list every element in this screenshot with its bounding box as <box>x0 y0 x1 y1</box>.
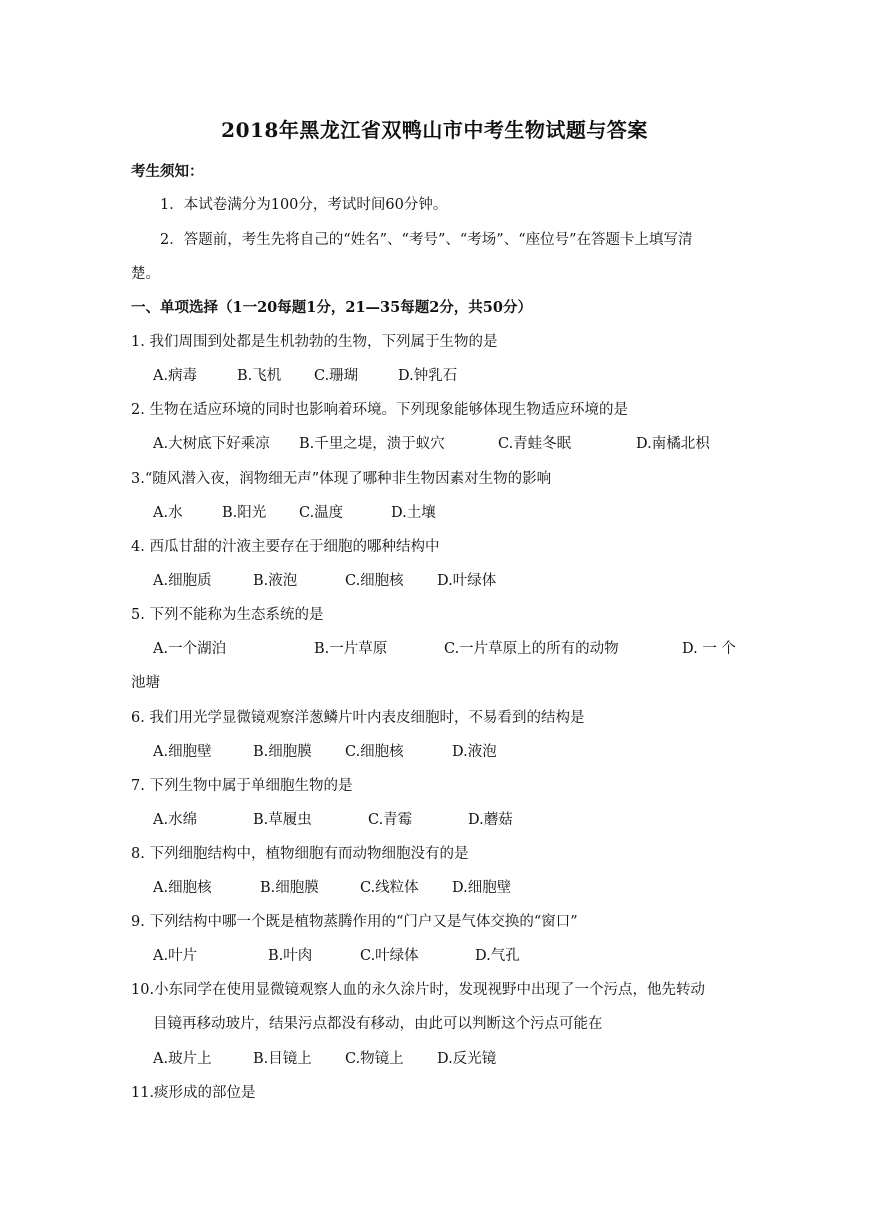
option-a: A.玻片上 <box>153 1051 212 1067</box>
option-d: D.蘑菇 <box>468 812 513 828</box>
option-b: B.叶肉 <box>268 948 313 964</box>
option-d: D. 一 个 <box>682 641 736 657</box>
option-b: B.一片草原 <box>314 641 388 657</box>
question-9: 9. 下列结构中哪一个既是植物蒸腾作用的“门户又是气体交换的“窗口” <box>131 914 578 930</box>
option-c: C.细胞核 <box>345 573 404 589</box>
question-10-cont: 目镜再移动玻片，结果污点都没有移动，由此可以判断这个污点可能在 <box>153 1016 603 1032</box>
option-d: D.土壤 <box>391 505 436 521</box>
option-a: A.细胞质 <box>153 573 212 589</box>
question-5-cont: 池塘 <box>131 675 160 691</box>
question-4: 4. 西瓜甘甜的汁液主要存在于细胞的哪种结构中 <box>131 539 440 555</box>
question-11: 11.痰形成的部位是 <box>131 1085 256 1101</box>
option-b: B.飞机 <box>237 368 282 384</box>
question-8: 8. 下列细胞结构中，植物细胞有而动物细胞没有的是 <box>131 846 469 862</box>
option-c: C.叶绿体 <box>360 948 419 964</box>
option-a: A.水绵 <box>153 812 198 828</box>
option-a: A.叶片 <box>153 948 198 964</box>
option-d: D.气孔 <box>475 948 520 964</box>
option-b: B.细胞膜 <box>253 744 312 760</box>
option-b: B.阳光 <box>222 505 267 521</box>
option-c: C.一片草原上的所有的动物 <box>444 641 619 657</box>
option-b: B.细胞膜 <box>260 880 319 896</box>
option-d: D.叶绿体 <box>437 573 497 589</box>
option-b: B.千里之堤，溃于蚁穴 <box>299 436 445 452</box>
option-a: A.水 <box>153 505 183 521</box>
option-b: B.目镜上 <box>253 1051 312 1067</box>
question-10: 10.小东同学在使用显微镜观察人血的永久涂片时，发现视野中出现了一个污点，他先转动 <box>131 982 706 998</box>
option-d: D.细胞壁 <box>452 880 512 896</box>
option-d: D.液泡 <box>452 744 497 760</box>
notice-item-2-cont: 楚。 <box>131 266 160 282</box>
question-6: 6. 我们用光学显微镜观察洋葱鳞片叶内表皮细胞时，不易看到的结构是 <box>131 710 585 726</box>
option-c: C.线粒体 <box>360 880 419 896</box>
option-c: C.珊瑚 <box>314 368 359 384</box>
option-d: D.反光镜 <box>437 1051 497 1067</box>
question-7: 7. 下列生物中属于单细胞生物的是 <box>131 778 353 794</box>
option-c: C.物镜上 <box>345 1051 404 1067</box>
option-a: A.大树底下好乘凉 <box>153 436 270 452</box>
option-c: C.青蛙冬眠 <box>498 436 572 452</box>
notice-item-2: 2．答题前，考生先将自己的“姓名”、“考号”、“考场”、“座位号”在答题卡上填写清 <box>160 232 693 248</box>
question-5: 5. 下列不能称为生态系统的是 <box>131 607 324 623</box>
section-heading: 一、单项选择（1一20每题1分，21—35每题2分，共50分） <box>131 299 532 316</box>
option-b: B.液泡 <box>253 573 298 589</box>
option-a: A.病毒 <box>153 368 198 384</box>
option-c: C.青霉 <box>368 812 413 828</box>
option-d: D.南橘北枳 <box>636 436 710 452</box>
question-1: 1. 我们周围到处都是生机勃勃的生物，下列属于生物的是 <box>131 334 498 350</box>
option-a: A.细胞壁 <box>153 744 212 760</box>
option-a: A.一个湖泊 <box>153 641 227 657</box>
option-c: C.细胞核 <box>345 744 404 760</box>
notice-heading: 考生须知： <box>131 163 204 180</box>
option-d: D.钟乳石 <box>398 368 458 384</box>
question-2: 2. 生物在适应环境的同时也影响着环境。下列现象能够体现生物适应环境的是 <box>131 402 628 418</box>
page-title: 2018年黑龙江省双鸭山市中考生物试题与答案 <box>221 118 648 142</box>
question-3: 3.“随风潜入夜，润物细无声”体现了哪种非生物因素对生物的影响 <box>131 471 552 487</box>
option-a: A.细胞核 <box>153 880 212 896</box>
option-c: C.温度 <box>299 505 344 521</box>
notice-item-1: 1．本试卷满分为100分，考试时间60分钟。 <box>160 197 448 213</box>
option-b: B.草履虫 <box>253 812 312 828</box>
